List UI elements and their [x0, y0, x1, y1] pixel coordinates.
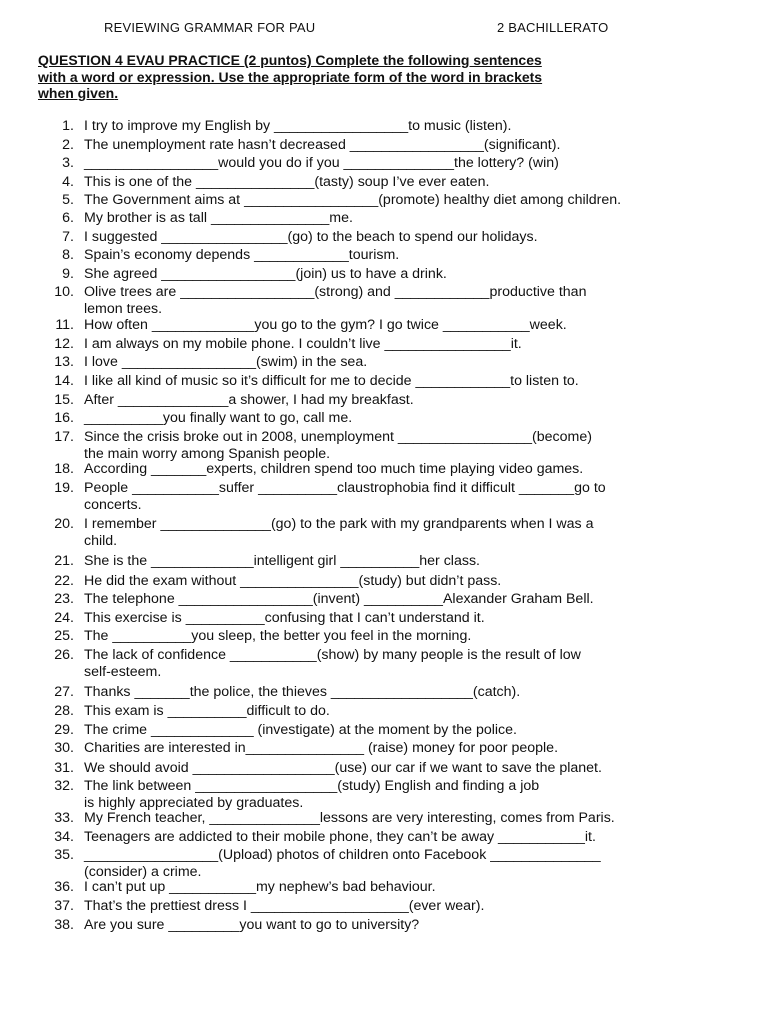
exercise-number: 17. [54, 429, 74, 445]
exercise-sentence-continuation: is highly appreciated by graduates. [84, 794, 304, 811]
exercise-number: 37. [54, 898, 74, 914]
exercise-sentence: He did the exam without _______________(study) but didn’t pass. [84, 573, 502, 589]
exercise-sentence: The lack of confidence ___________(show) by many people is the result of low [84, 647, 581, 663]
exercise-sentence: Spain’s economy depends ____________tourism. [84, 247, 400, 263]
exercise-sentence: __________you finally want to go, call me. [84, 410, 353, 426]
exercise-number: 4. [62, 173, 74, 190]
exercise-sentence-continuation: (consider) a crime. [84, 863, 202, 880]
exercise-number: 22. [54, 573, 74, 589]
exercise-number: 35. [54, 847, 74, 863]
exercise-number: 23. [54, 591, 74, 607]
exercise-number: 5. [62, 191, 74, 208]
exercise-sentence: People ___________suffer __________claustrophobia find it difficult _______go to [84, 480, 606, 496]
exercise-sentence-continuation: lemon trees. [84, 300, 163, 317]
exercise-number: 38. [54, 917, 74, 933]
exercise-number: 9. [62, 266, 74, 282]
exercise-sentence: According _______experts, children spend too much time playing video games. [84, 461, 584, 477]
instructions-line: QUESTION 4 EVAU PRACTICE (2 puntos) Complete the following sentences [38, 52, 542, 68]
exercise-sentence: I love _________________(swim) in the sea. [84, 354, 368, 370]
exercise-number: 26. [54, 647, 74, 663]
exercise-sentence: Since the crisis broke out in 2008, unemployment _________________(become) [84, 429, 592, 445]
exercise-sentence-continuation: concerts. [84, 496, 142, 513]
exercise-number: 2. [62, 137, 74, 153]
instructions-line: with a word or expression. Use the appropriate form of the word in brackets [38, 68, 543, 85]
exercise-sentence: We should avoid __________________(use) our car if we want to save the planet. [84, 760, 602, 776]
exercise-number: 19. [54, 480, 74, 496]
page-header [0, 20, 768, 38]
exercise-sentence: The Government aims at _________________(promote) healthy diet among children. [84, 191, 622, 208]
instructions [38, 52, 638, 102]
exercise-sentence: How often _____________you go to the gym? I go twice ___________week. [84, 317, 567, 333]
exercise-number: 12. [54, 336, 74, 352]
exercise-sentence: Thanks _______the police, the thieves __________________(catch). [84, 684, 521, 700]
exercise-sentence: I suggested ________________(go) to the beach to spend our holidays. [84, 229, 538, 245]
exercise-sentence: My French teacher, ______________lessons are very interesting, comes from Paris. [84, 810, 615, 826]
exercise-number: 13. [54, 354, 74, 370]
instructions-line-text: when given [38, 85, 115, 101]
exercise-number: 6. [62, 210, 74, 226]
exercise-number: 33. [54, 810, 74, 826]
exercise-number: 21. [54, 553, 74, 569]
exercise-number: 16. [54, 410, 74, 426]
exercise-number: 18. [54, 461, 74, 477]
exercise-number: 32. [54, 778, 74, 794]
exercise-number: 1. [62, 118, 74, 134]
exercise-sentence: I can’t put up ___________my nephew’s bad behaviour. [84, 879, 436, 895]
exercise-sentence: I try to improve my English by _________________to music (listen). [84, 118, 512, 134]
exercise-sentence: This exercise is __________confusing that I can’t understand it. [84, 610, 485, 626]
exercise-sentence: The telephone _________________(invent) __________Alexander Graham Bell. [84, 591, 594, 607]
exercise-sentence: After ______________a shower, I had my breakfast. [84, 392, 414, 408]
exercise-number: 30. [54, 740, 74, 756]
exercise-sentence-continuation: self-esteem. [84, 663, 162, 680]
exercise-sentence-continuation: child. [84, 532, 118, 549]
exercise-sentence: _________________(Upload) photos of children onto Facebook ______________ [84, 847, 601, 863]
exercise-sentence: Are you sure _________you want to go to university? [84, 917, 420, 933]
exercise-sentence: She agreed _________________(join) us to have a drink. [84, 266, 447, 282]
exercise-number: 29. [54, 722, 74, 738]
exercise-number: 36. [54, 879, 74, 895]
exercise-sentence: The crime _____________ (investigate) at the moment by the police. [84, 722, 517, 738]
exercise-number: 28. [54, 703, 74, 719]
exercise-number: 20. [54, 516, 74, 532]
exercise-sentence: The link between __________________(study) English and finding a job [84, 778, 540, 794]
exercise-sentence: _________________would you do if you ______________the lottery? (win) [84, 155, 559, 171]
exercise-number: 25. [54, 628, 74, 644]
exercise-sentence: The __________you sleep, the better you feel in the morning. [84, 628, 472, 644]
exercise-number: 15. [54, 392, 74, 408]
exercise-sentence: She is the _____________intelligent girl __________her class. [84, 553, 480, 569]
exercise-sentence: My brother is as tall _______________me. [84, 210, 353, 226]
exercise-sentence: I like all kind of music so it’s difficult for me to decide ____________to listen to. [84, 373, 579, 389]
exercise-sentence: Charities are interested in_______________ (raise) money for poor people. [84, 740, 559, 756]
exercise-sentence: This exam is __________difficult to do. [84, 703, 330, 719]
exercise-number: 24. [54, 610, 74, 626]
exercise-number: 14. [54, 373, 74, 389]
exercise-number: 10. [54, 284, 74, 300]
exercise-sentence: Olive trees are _________________(strong) and ____________productive than [84, 284, 587, 300]
exercise-number: 31. [54, 760, 74, 776]
exercise-number: 8. [62, 247, 74, 263]
exercise-sentence: I remember ______________(go) to the park with my grandparents when I was a [84, 516, 594, 532]
header-course-title: REVIEWING GRAMMAR FOR PAU [104, 20, 316, 35]
header-level: 2 BACHILLERATO [497, 20, 609, 35]
exercise-sentence: Teenagers are addicted to their mobile phone, they can’t be away ___________it. [84, 829, 596, 845]
instructions-line [38, 85, 638, 102]
exercise-number: 11. [55, 317, 74, 333]
exercise-sentence: That’s the prettiest dress I ____________________(ever wear). [84, 898, 485, 914]
exercise-number: 7. [62, 229, 74, 245]
exercise-sentence: This is one of the _______________(tasty) soup I’ve ever eaten. [84, 173, 490, 190]
instructions-period: . [114, 85, 119, 101]
exercise-number: 27. [54, 684, 74, 700]
exercise-number: 34. [54, 829, 74, 845]
exercise-number: 3. [62, 155, 74, 171]
exercise-sentence: The unemployment rate hasn’t decreased _________________(significant). [84, 137, 561, 153]
exercise-sentence-continuation: the main worry among Spanish people. [84, 445, 331, 462]
exercise-sentence: I am always on my mobile phone. I couldn’t live ________________it. [84, 336, 522, 352]
